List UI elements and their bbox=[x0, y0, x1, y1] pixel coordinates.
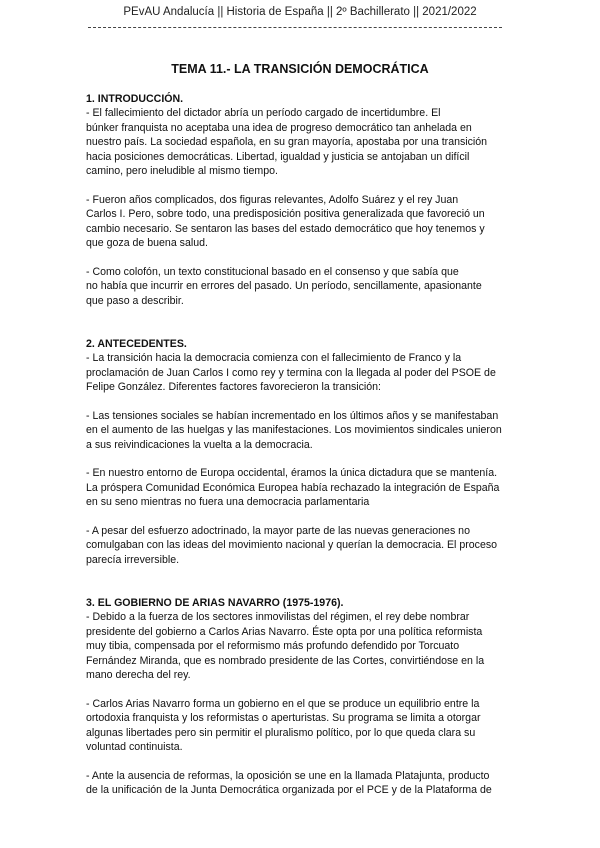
spacer bbox=[86, 322, 504, 336]
section-heading: 3. EL GOBIERNO DE ARIAS NAVARRO (1975-1976). bbox=[86, 597, 344, 610]
paragraph: - Como colofón, un texto constitucional basado en el consenso y que sabía que no había que incurrir en errores del pasado. Un período, sencillamente, apasionante que paso a describir. bbox=[86, 265, 482, 307]
document-body bbox=[86, 92, 504, 812]
spacer bbox=[86, 582, 504, 596]
page-title: TEMA 11.- LA TRANSICIÓN DEMOCRÁTICA bbox=[171, 62, 429, 76]
paragraph: - En nuestro entorno de Europa occidental, éramos la única dictadura que se mantenía. La próspera Comunidad Económica Europea había rechazado la integración de España en su seno mientras no fuera una democracia parlamentaria bbox=[86, 467, 500, 509]
paragraph: - Fueron años complicados, dos figuras relevantes, Adolfo Suárez y el rey Juan Carlos I. Pero, sobre todo, una predisposición positiva generalizada que favoreció un cambio necesario. Se sentaron las bases del estado democrático que hoy tenemos y que goza de buena salud. bbox=[86, 193, 485, 250]
paragraph: - A pesar del esfuerzo adoctrinado, la mayor parte de las nuevas generaciones no comulgaban con las ideas del movimiento nacional y querían la democracia. El proceso parecía irreversible. bbox=[86, 525, 498, 566]
running-header: PEvAU Andalucía || Historia de España || 2º Bachillerato || 2021/2022 bbox=[123, 6, 477, 18]
paragraph: - Las tensiones sociales se habían incrementado en los últimos años y se manifestaban en el aumento de las huelgas y las manifestaciones. Los movimientos sindicales unieron a sus reivindicaciones la vuelta a la democracia. bbox=[86, 409, 502, 451]
paragraph: - El fallecimiento del dictador abría un período cargado de incertidumbre. El búnker franquista no aceptaba una idea de progreso democrático tan anhelada en nuestro país. La sociedad española, en su gran mayoría, apostaba por una transición hacia posiciones democráticas. Libertad, igualdad y justicia se antojaban un difícil camino, pero ineludible al mismo tiempo. bbox=[86, 107, 488, 178]
header-divider bbox=[88, 27, 502, 28]
paragraph: - La transición hacia la democracia comienza con el fallecimiento de Franco y la proclamación de Juan Carlos I como rey y termina con la llegada al poder del PSOE de Felipe González. Diferentes factores favorecieron la transición: bbox=[86, 352, 496, 394]
paragraph: - Carlos Arias Navarro forma un gobierno en el que se produce un equilibrio entre la ortodoxia franquista y los reformistas o aperturistas. Su programa se limita a otorgar algunas libertades pero sin permitir el pluralismo político, por lo que queda clara su voluntad continuista. bbox=[86, 697, 481, 754]
section-heading: 1. INTRODUCCIÓN. bbox=[86, 93, 184, 105]
paragraph: - Ante la ausencia de reformas, la oposición se une en la llamada Platajunta, producto de la unificación de la Junta Democrática organizada por el PCE y de la Plataforma de bbox=[86, 769, 492, 797]
paragraph: - Debido a la fuerza de los sectores inmovilistas del régimen, el rey debe nombrar presidente del gobierno a Carlos Arias Navarro. Éste opta por una política reformista muy tibia, compensada por el reformismo más profundo defendido por Torcuato Fernández Miranda, que es nombrado presidente de las Cortes, convirtiéndose en la mano derecha del rey. bbox=[86, 611, 485, 682]
section-heading: 2. ANTECEDENTES. bbox=[86, 337, 187, 350]
